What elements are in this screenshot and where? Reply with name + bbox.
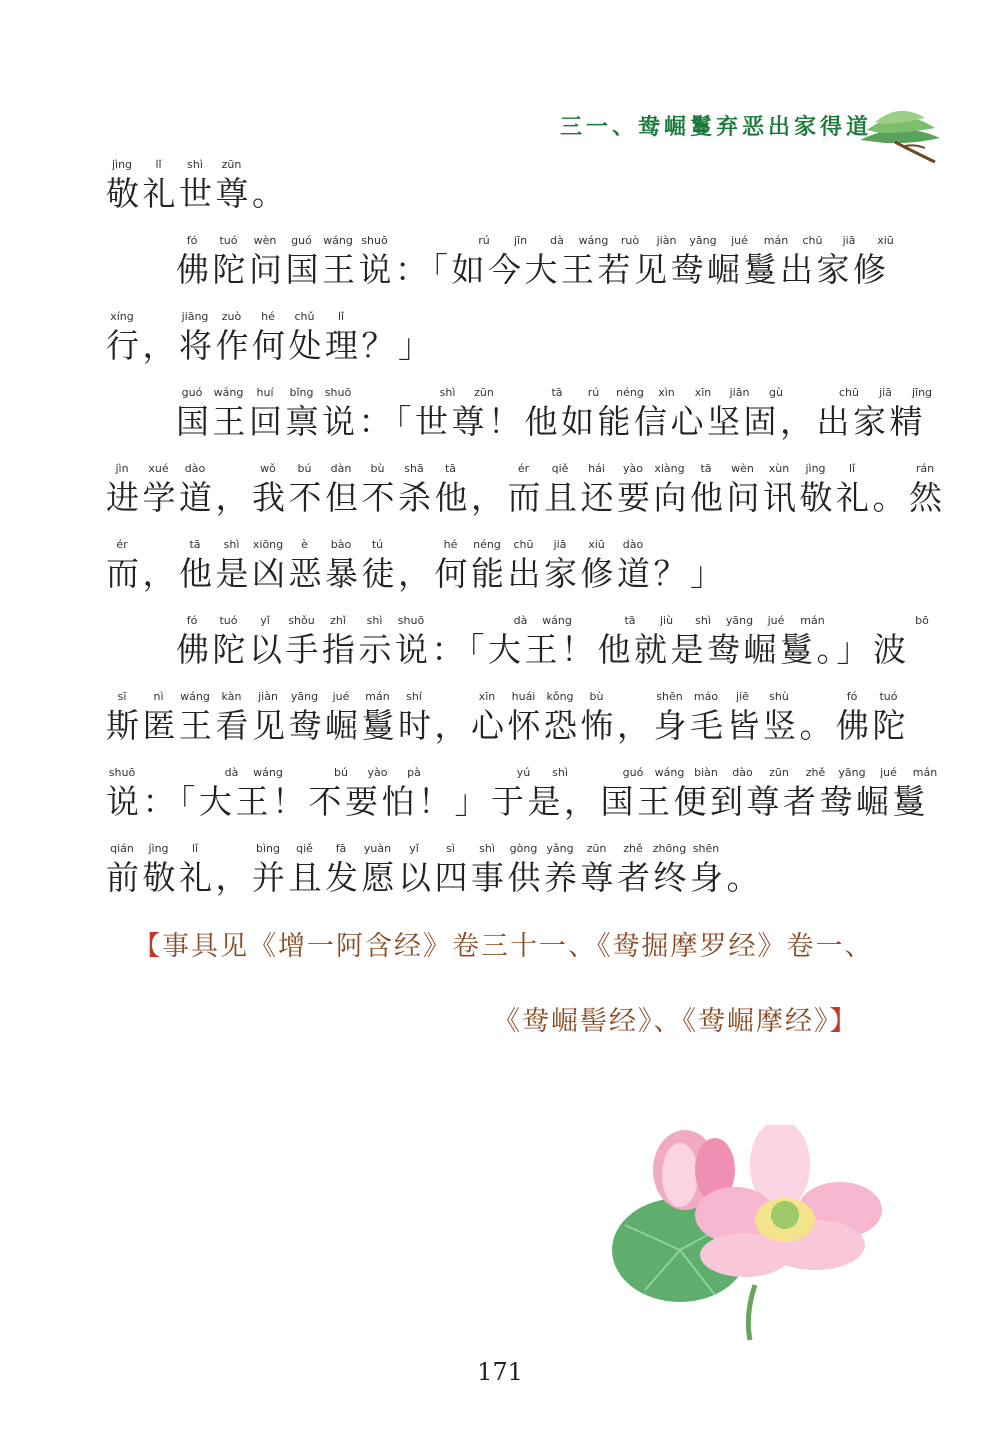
pinyin-syllable: xiàng — [654, 462, 685, 475]
pinyin-syllable: guó — [622, 766, 644, 779]
pinyin-syllable: jiàn — [258, 690, 278, 703]
pinyin-syllable: bǐng — [289, 386, 314, 399]
pinyin-syllable: zhōng — [652, 842, 687, 855]
pinyin-syllable: fó — [186, 234, 198, 247]
pinyin-syllable: yǎng — [546, 842, 574, 855]
pinyin-syllable: chū — [839, 386, 859, 399]
pinyin-syllable: dào — [732, 766, 753, 779]
pinyin-syllable: jìn — [115, 462, 129, 475]
pinyin-syllable: mán — [912, 766, 938, 779]
pinyin-syllable: yāng — [838, 766, 866, 779]
pinyin-syllable: bú — [297, 462, 312, 475]
pinyin-syllable: bìng — [256, 842, 280, 855]
pinyin-syllable: sī — [117, 690, 127, 703]
pinyin-syllable: shì — [552, 766, 568, 779]
pinyin-syllable: guó — [291, 234, 312, 247]
pinyin-syllable: yào — [623, 462, 643, 475]
pinyin-syllable: néng — [616, 386, 644, 399]
pinyin-syllable: chū — [513, 538, 534, 551]
pinyin-syllable: xiū — [588, 538, 605, 551]
pinyin-syllable: wèn — [253, 234, 277, 247]
pinyin-syllable: zhǐ — [330, 614, 346, 627]
pinyin-syllable: ér — [116, 538, 128, 551]
pinyin-syllable: nì — [153, 690, 164, 703]
source-close-bracket: 】 — [829, 1006, 859, 1037]
chinese-text: 敬礼世尊。 — [106, 174, 289, 213]
pinyin-syllable: zhě — [623, 842, 643, 855]
pinyin-syllable: fā — [335, 842, 347, 855]
pinyin-syllable: zūn — [221, 158, 242, 171]
pinyin-syllable: jīn — [513, 234, 528, 247]
chinese-text: 国王回禀说：「世尊！他如能信心坚固，出家精 — [176, 402, 926, 441]
pinyin-syllable: jiā — [553, 538, 567, 551]
pinyin-syllable: qiě — [551, 462, 569, 475]
pinyin-syllable: wáng — [213, 386, 244, 399]
pinyin-syllable: shā — [404, 462, 424, 475]
pinyin-syllable: bú — [334, 766, 348, 779]
pinyin-syllable: kǒng — [546, 690, 574, 703]
pinyin-syllable: bào — [330, 538, 352, 551]
page-number: 171 — [477, 1358, 523, 1386]
pinyin-syllable: shēn — [692, 842, 720, 855]
text-line — [0, 158, 1000, 222]
pinyin-syllable: jiāng — [181, 310, 209, 323]
pinyin-syllable: jìng — [111, 158, 133, 171]
pinyin-syllable: mán — [763, 234, 789, 247]
pinyin-syllable: fó — [186, 614, 198, 627]
pinyin-syllable: chǔ — [294, 310, 315, 323]
pinyin-syllable: jiān — [729, 386, 750, 399]
pinyin-syllable: jìng — [805, 462, 826, 475]
pinyin-syllable: wáng — [542, 614, 572, 627]
pinyin-syllable: xīn — [478, 690, 496, 703]
pinyin-syllable: tā — [624, 614, 636, 627]
pinyin-syllable: bō — [915, 614, 929, 627]
pinyin-syllable: bù — [370, 462, 385, 475]
pinyin-syllable: jiā — [842, 234, 856, 247]
chapter-title: 三一、鸯崛鬘弃恶出家得道 — [560, 114, 873, 140]
pinyin-syllable: wáng — [654, 766, 685, 779]
pinyin-syllable: yǐ — [409, 842, 419, 855]
chinese-text: 而，他是凶恶暴徒，何能出家修道？」 — [106, 554, 727, 593]
pinyin-syllable: lǐ — [848, 462, 856, 475]
chinese-text: 前敬礼，并且发愿以四事供养尊者终身。 — [106, 858, 763, 897]
pinyin-syllable: gòng — [509, 842, 538, 855]
chinese-text: 进学道，我不但不杀他，而且还要向他问讯敬礼。然 — [106, 478, 946, 517]
pinyin-syllable: qiě — [296, 842, 313, 855]
pinyin-row — [0, 462, 1000, 478]
pinyin-syllable: zhě — [805, 766, 826, 779]
pinyin-syllable: qián — [110, 842, 134, 855]
pinyin-syllable: fó — [846, 690, 858, 703]
pinyin-row — [0, 842, 1000, 858]
pinyin-syllable: jué — [731, 234, 748, 247]
pinyin-syllable: jué — [767, 614, 785, 627]
chinese-text: 斯匿王看见鸯崛鬘时，心怀恐怖，身毛皆竖。佛陀 — [106, 706, 909, 745]
pinyin-syllable: tā — [551, 386, 563, 399]
pinyin-syllable: shì — [366, 614, 383, 627]
text-line — [0, 386, 1000, 450]
pinyin-syllable: shǒu — [288, 614, 315, 627]
text-line — [0, 538, 1000, 602]
pinyin-syllable: lǐ — [155, 158, 162, 171]
chinese-text: 行，将作何处理？」 — [106, 326, 435, 365]
pinyin-syllable: tuó — [219, 614, 238, 627]
pinyin-syllable: yǐ — [260, 614, 270, 627]
pine-tree-icon — [855, 100, 945, 165]
pinyin-syllable: lǐ — [191, 842, 199, 855]
pinyin-syllable: hé — [261, 310, 275, 323]
pinyin-syllable: wáng — [323, 234, 353, 247]
pinyin-syllable: xíng — [110, 310, 134, 323]
pinyin-row — [0, 690, 1000, 706]
pinyin-syllable: shì — [223, 538, 240, 551]
pinyin-syllable: guó — [181, 386, 203, 399]
pinyin-syllable: xué — [148, 462, 169, 475]
pinyin-syllable: kàn — [221, 690, 242, 703]
pinyin-syllable: huái — [511, 690, 536, 703]
pinyin-syllable: dà — [513, 614, 528, 627]
pinyin-syllable: jué — [880, 766, 897, 779]
pinyin-syllable: yuàn — [363, 842, 392, 855]
pinyin-syllable: wáng — [578, 234, 609, 247]
text-line — [0, 614, 1000, 678]
pinyin-syllable: shuō — [361, 234, 388, 247]
pinyin-syllable: jiàn — [656, 234, 677, 247]
pinyin-syllable: biàn — [694, 766, 718, 779]
pinyin-syllable: zuò — [221, 310, 242, 323]
pinyin-syllable: sì — [446, 842, 455, 855]
pinyin-syllable: chū — [802, 234, 823, 247]
pinyin-syllable: shì — [439, 386, 456, 399]
pinyin-row — [0, 310, 1000, 326]
pinyin-syllable: mán — [800, 614, 825, 627]
text-line — [0, 234, 1000, 298]
pinyin-syllable: tuó — [879, 690, 898, 703]
pinyin-syllable: jué — [332, 690, 350, 703]
text-line — [0, 310, 1000, 374]
pinyin-syllable: tā — [444, 462, 457, 475]
pinyin-syllable: shí — [406, 690, 422, 703]
source-text-1: 事具见《增一阿含经》卷三十一、《鸯掘摩罗经》卷一、 — [162, 931, 874, 962]
pinyin-syllable: shù — [769, 690, 789, 703]
pinyin-syllable: tā — [189, 538, 201, 551]
pinyin-syllable: zūn — [474, 386, 494, 399]
pinyin-syllable: yú — [516, 766, 531, 779]
pinyin-syllable: xùn — [768, 462, 790, 475]
source-text-2: 《鸯崛髻经》、《鸯崛摩经》 — [493, 1006, 830, 1037]
pinyin-syllable: tā — [700, 462, 712, 475]
pinyin-syllable: jiē — [736, 690, 749, 703]
pinyin-syllable: wǒ — [260, 462, 276, 475]
lotus-flower-icon — [605, 1125, 905, 1345]
source-note-line2 — [493, 999, 859, 1038]
pinyin-syllable: yāng — [290, 690, 319, 703]
text-line — [0, 690, 1000, 754]
chinese-text: 佛陀问国王说：「如今大王若见鸯崛鬘出家修 — [176, 250, 890, 289]
pinyin-syllable: pà — [407, 766, 421, 779]
pinyin-syllable: ruò — [620, 234, 640, 247]
pinyin-syllable: xiū — [877, 234, 894, 247]
pinyin-syllable: jiù — [659, 614, 674, 627]
pinyin-syllable: dà — [224, 766, 239, 779]
text-line — [0, 766, 1000, 830]
pinyin-syllable: mán — [365, 690, 390, 703]
pinyin-syllable: yāng — [689, 234, 717, 247]
pinyin-syllable: bù — [589, 690, 604, 703]
pinyin-syllable: shuō — [324, 386, 352, 399]
pinyin-row — [0, 766, 1000, 782]
chinese-text: 说：「大王！不要怕！」于是，国王便到尊者鸯崛鬘 — [106, 782, 929, 821]
pinyin-syllable: huí — [256, 386, 274, 399]
pinyin-syllable: xiōng — [252, 538, 284, 551]
pinyin-syllable: jīng — [911, 386, 933, 399]
pinyin-syllable: rán — [915, 462, 935, 475]
pinyin-syllable: dào — [622, 538, 644, 551]
pinyin-syllable: tuó — [219, 234, 238, 247]
pinyin-syllable: hái — [588, 462, 605, 475]
pinyin-syllable: jiā — [879, 386, 892, 399]
pinyin-syllable: shēn — [656, 690, 683, 703]
pinyin-row — [0, 614, 1000, 630]
pinyin-syllable: yào — [367, 766, 388, 779]
chinese-text: 佛陀以手指示说：「大王！他就是鸯崛鬘。」波 — [176, 630, 910, 669]
pinyin-syllable: shuō — [108, 766, 136, 779]
pinyin-syllable: shì — [695, 614, 711, 627]
pinyin-syllable: jìng — [148, 842, 169, 855]
pinyin-syllable: zūn — [769, 766, 789, 779]
pinyin-syllable: rú — [587, 386, 600, 399]
text-line — [0, 462, 1000, 526]
pinyin-syllable: dàn — [330, 462, 352, 475]
pinyin-syllable: wèn — [731, 462, 754, 475]
pinyin-syllable: lǐ — [337, 310, 345, 323]
pinyin-syllable: zūn — [586, 842, 607, 855]
pinyin-syllable: néng — [473, 538, 501, 551]
pinyin-syllable: shì — [187, 158, 203, 171]
pinyin-row — [0, 538, 1000, 554]
pinyin-syllable: xìn — [658, 386, 675, 399]
pinyin-syllable: wáng — [180, 690, 210, 703]
pinyin-syllable: shì — [479, 842, 495, 855]
pinyin-syllable: hé — [443, 538, 458, 551]
pinyin-row — [0, 386, 1000, 402]
source-open-bracket: 【 — [133, 931, 162, 962]
pinyin-syllable: tú — [371, 538, 384, 551]
pinyin-syllable: rú — [478, 234, 490, 247]
source-note-line1 — [133, 924, 874, 963]
text-line — [0, 842, 1000, 906]
pinyin-syllable: gù — [769, 386, 783, 399]
pinyin-syllable: xīn — [694, 386, 712, 399]
pinyin-syllable: ér — [517, 462, 530, 475]
pinyin-syllable: shuō — [397, 614, 425, 627]
pinyin-syllable: dà — [550, 234, 564, 247]
pinyin-syllable: wáng — [253, 766, 283, 779]
pinyin-row — [0, 158, 1000, 174]
pinyin-syllable: yāng — [725, 614, 754, 627]
pinyin-syllable: è — [301, 538, 308, 551]
pinyin-row — [0, 234, 1000, 250]
pinyin-syllable: dào — [184, 462, 206, 475]
pinyin-syllable: máo — [693, 690, 719, 703]
